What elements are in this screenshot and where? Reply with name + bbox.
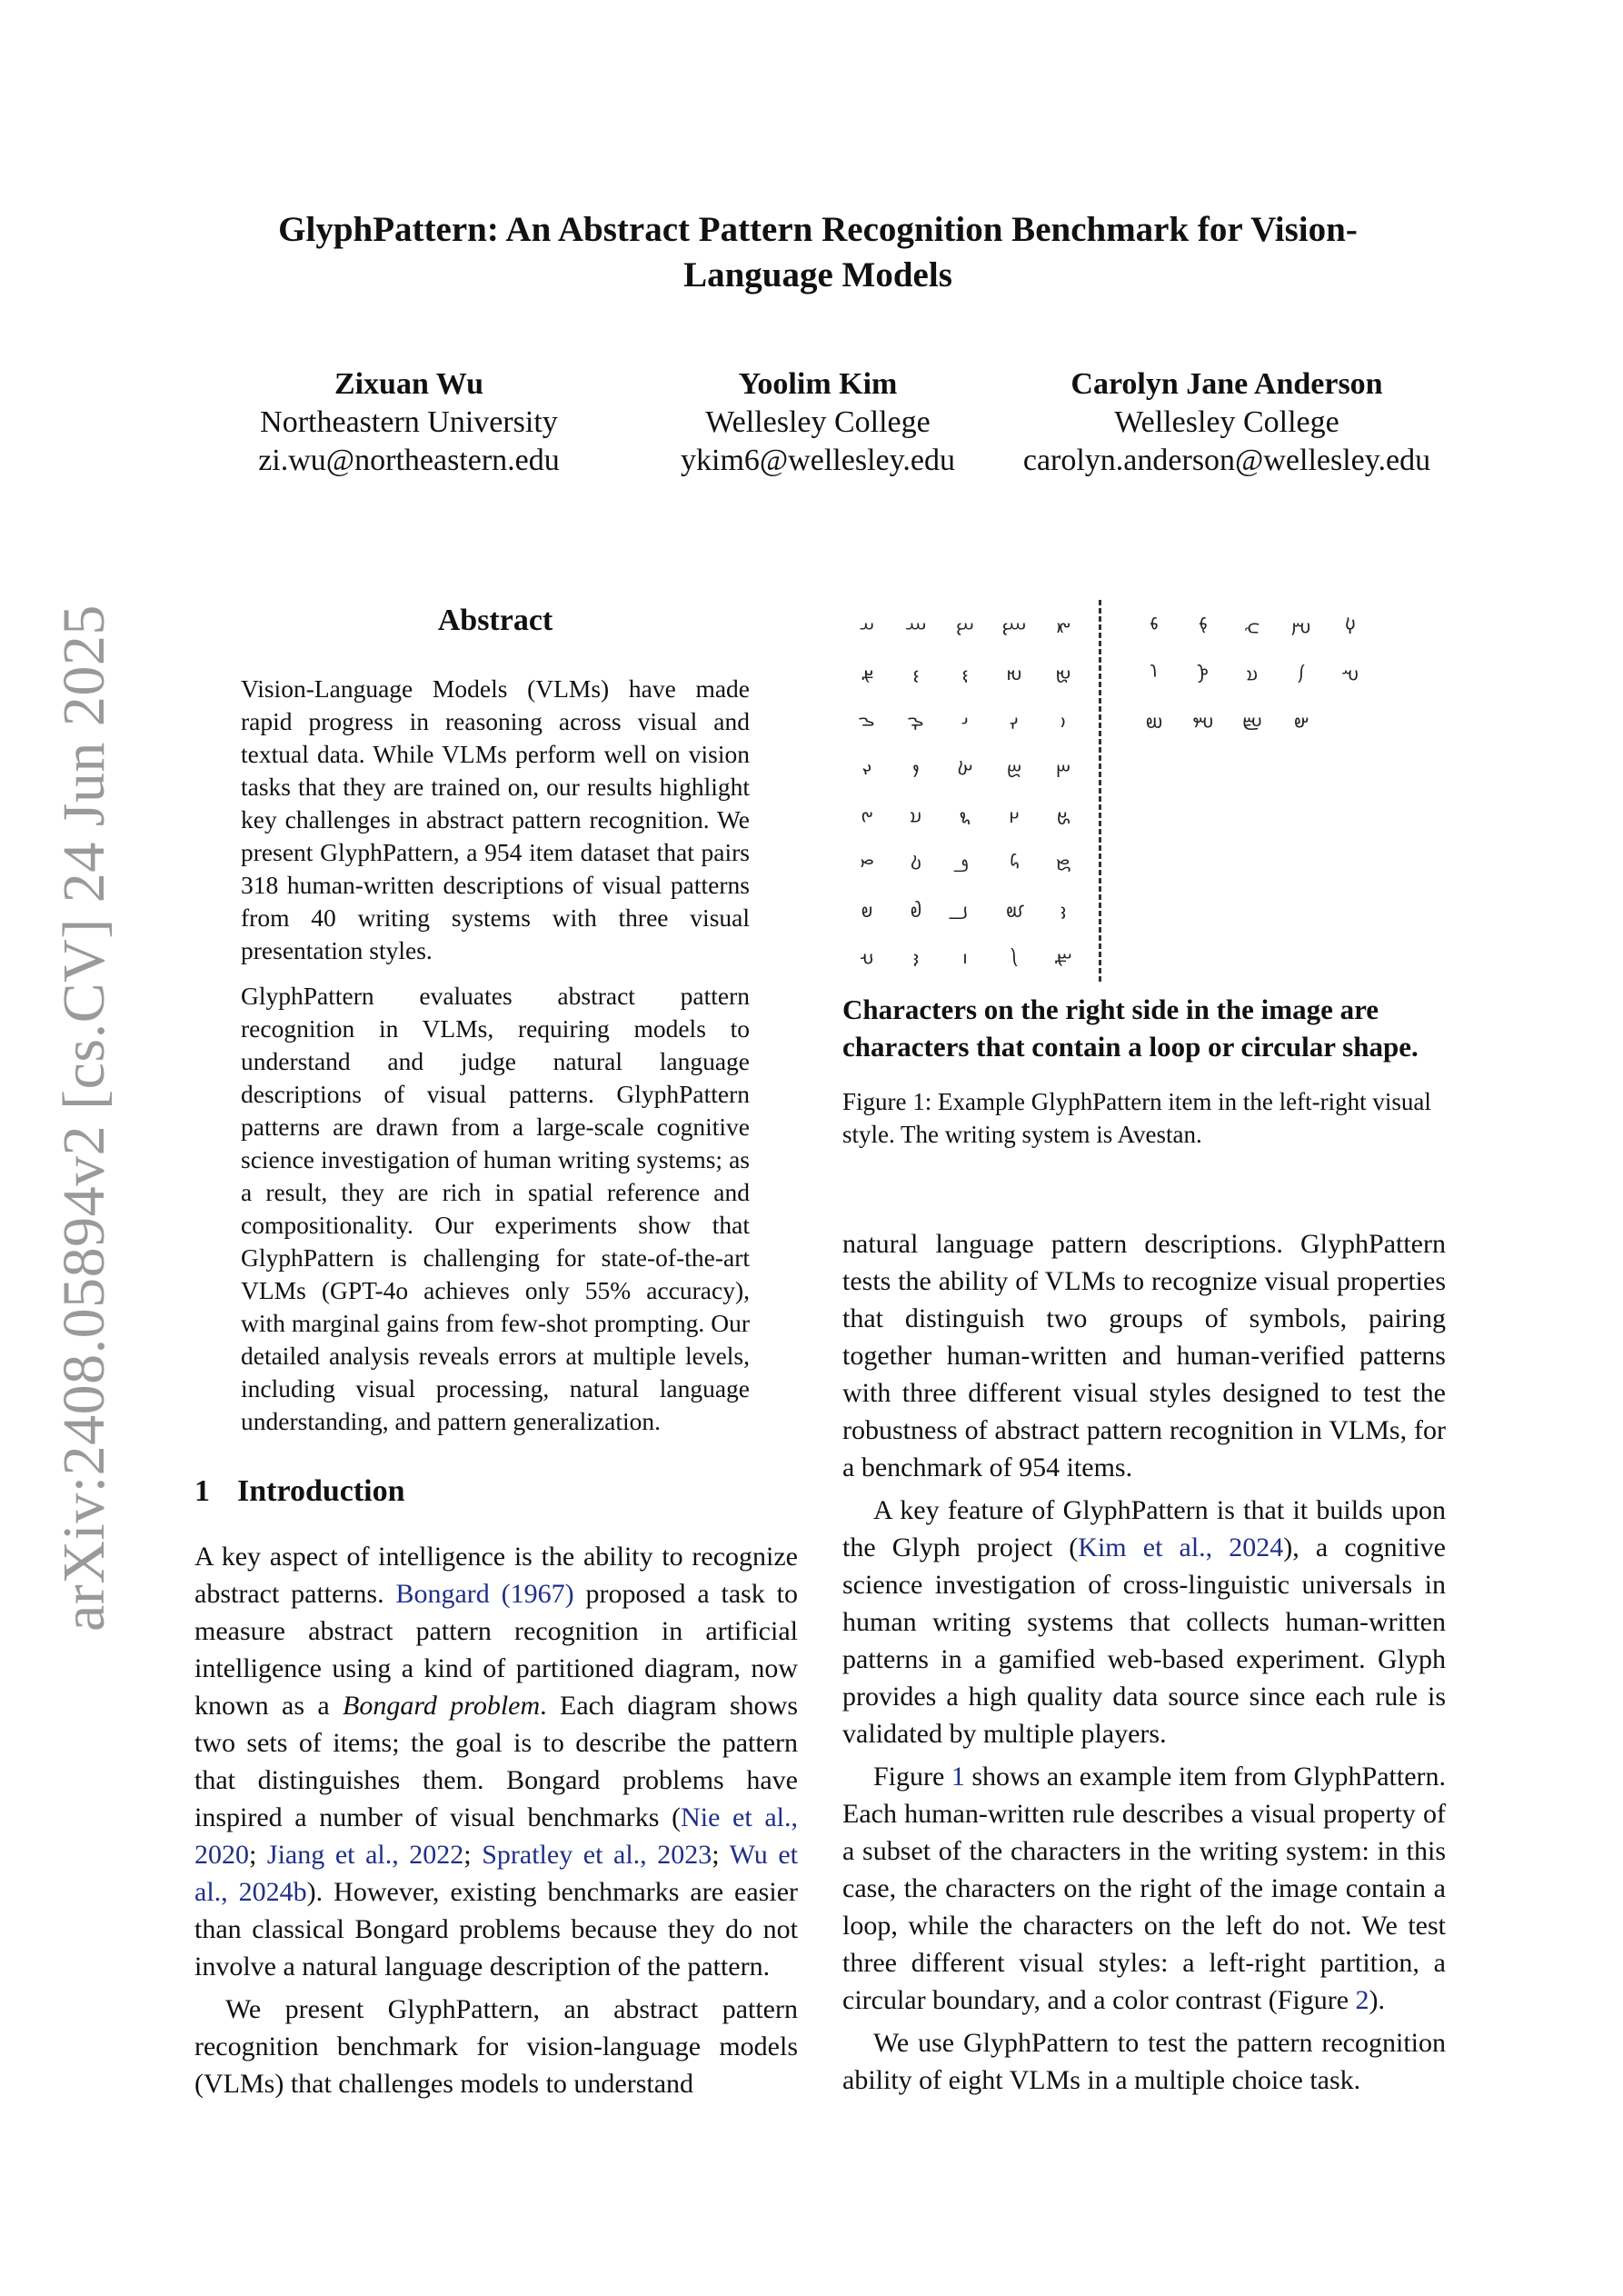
body-paragraph: We use GlyphPattern to test the pattern recognition ability of eight VLMs in a multiple choice task. (842, 2028, 1446, 2095)
glyph-character: 𐬇 (961, 660, 969, 683)
author-block (1000, 365, 1454, 480)
glyph-character: 𐬛 (961, 849, 970, 872)
glyph-character: 𐬠 (962, 896, 968, 919)
glyph-character: 𐬭 (1150, 660, 1158, 683)
glyph-character: 𐬲 (1145, 707, 1163, 730)
body-paragraph: natural language pattern descriptions. GlyphPattern tests the ability of VLMs to recognize visual properties that distinguish two groups of symbols, pairing together human-written and human-verified patterns with three different visual styles designed to test the robustness of abstract pattern recognition in VLMs, for a benchmark of 954 items. (842, 1229, 1446, 1482)
glyph-character: 𐬝 (1055, 849, 1071, 872)
author-affiliation: Wellesley College (705, 405, 931, 439)
glyph-character: 𐬯 (1246, 660, 1259, 683)
author-email[interactable]: carolyn.anderson@wellesley.edu (1022, 444, 1431, 477)
glyph-character: 𐬟 (910, 896, 922, 919)
glyph-character: 𐬨 (1150, 613, 1159, 635)
figure-caption: Figure 1: Example GlyphPattern item in the left-right visual style. The writing system is Avestan. (842, 1088, 1431, 1148)
glyph-character: 𐬢 (1060, 896, 1067, 919)
glyph-character: 𐬈 (1006, 660, 1022, 683)
glyph-character: 𐬮 (1198, 660, 1209, 683)
glyph-character: 𐬴 (1242, 707, 1262, 730)
glyph-character: 𐬞 (861, 896, 873, 919)
author-affiliation: Northeastern University (260, 405, 558, 439)
left-column (194, 1538, 798, 2102)
author-name: Carolyn Jane Anderson (1070, 367, 1383, 401)
author-email[interactable]: zi.wu@northeastern.edu (258, 444, 560, 477)
citation-link[interactable]: Jiang et al., 2022 (266, 1840, 464, 1870)
glyph-character: 𐬌 (961, 707, 969, 730)
figure-ref-link[interactable]: 2 (1355, 1985, 1369, 2015)
citation-link[interactable]: Nie et al., 2020 (194, 1802, 798, 1870)
glyph-character: 𐬙 (860, 849, 874, 872)
glyph-character: 𐬀 (860, 613, 874, 635)
glyph-character: 𐬦 (1011, 943, 1017, 966)
glyph-character: 𐬋 (908, 707, 924, 730)
citation-link[interactable]: Kim et al., 2024 (1078, 1532, 1284, 1562)
glyph-character: 𐬧 (1054, 943, 1072, 966)
figure-statement: Characters on the right side in the image are characters that contain a loop or circular shape. (842, 993, 1419, 1063)
glyph-character: 𐬤 (912, 943, 920, 966)
glyph-character: 𐬖 (960, 802, 971, 824)
glyph-character: 𐬕 (910, 802, 922, 824)
glyph-character: 𐬬 (1345, 613, 1356, 635)
body-paragraph: A key aspect of intelligence is the ability to recognize abstract patterns. Bongard (1967) proposed a task to measure abstract pattern recognition in artificial intelligence using a kind of partitioned diagram, now known as a Bongard problem. Each diagram shows two sets of items; the goal is to describe the pattern that distinguishes them. Bongard problems have inspired a number of visual benchmarks (Nie et al., 2020; Jiang et al., 2022; Spratley et al., 2023; Wu et al., 2024b). However, existing benchmarks are easier than classical Bongard problems because they do not involve a natural language description of the pattern. (194, 1542, 799, 1982)
body-paragraph: Figure 1 shows an example item from GlyphPattern. Each human-written rule describes a visual property of a subset of the characters in the writing system: in this case, the characters on the right of the image contain a loop, while the characters on the left do not. We test three different visual styles: a left-right partition, a circular boundary, and a color contrast (Figure 2). (842, 1762, 1446, 2015)
glyph-character: 𐬃 (1001, 613, 1027, 635)
figure-1 (842, 600, 1446, 982)
glyph-character: 𐬣 (860, 943, 874, 966)
citation-link[interactable]: Spratley et al., 2023 (482, 1840, 712, 1870)
dashed-divider (1099, 600, 1101, 982)
glyph-character: 𐬡 (1005, 896, 1023, 919)
glyph-character: 𐬆 (912, 660, 920, 683)
glyph-character: 𐬚 (910, 849, 922, 872)
citation-link[interactable]: Bongard (1967) (395, 1579, 574, 1609)
glyph-character: 𐬘 (1057, 802, 1070, 824)
glyph-character: 𐬑 (957, 754, 973, 777)
section-number: 1 (194, 1474, 210, 1508)
glyph-character: 𐬒 (1006, 754, 1022, 777)
glyph-character: 𐬉 (1055, 660, 1071, 683)
glyph-character: 𐬜 (1009, 849, 1020, 872)
abstract-heading: Abstract (437, 604, 553, 637)
glyph-grid-right (1130, 600, 1375, 742)
glyph-character: 𐬳 (1192, 707, 1214, 730)
glyph-grid-left (842, 600, 1088, 978)
arxiv-identifier: arXiv:2408.05894v2 [cs.CV] 24 Jun 2025 (51, 604, 117, 1632)
glyph-character: 𐬄 (1056, 613, 1070, 635)
author-name: Zixuan Wu (334, 367, 484, 401)
glyph-character: 𐬪 (1245, 613, 1260, 635)
citation-link[interactable]: Wu et al., 2024b (194, 1840, 798, 1907)
glyph-character: 𐬐 (912, 754, 920, 777)
section-heading (194, 1474, 405, 1509)
glyph-character: 𐬎 (1060, 707, 1066, 730)
glyph-character: 𐬅 (861, 660, 872, 683)
section-title: Introduction (237, 1474, 405, 1508)
glyph-character: 𐬗 (1009, 802, 1020, 824)
glyph-character: 𐬫 (1291, 613, 1311, 635)
author-affiliation: Wellesley College (1114, 405, 1339, 439)
right-column (842, 1225, 1446, 2099)
body-paragraph: We present GlyphPattern, an abstract pattern recognition benchmark for vision-language models (VLMs) that challenges models to understand (194, 1994, 798, 2099)
glyph-character: 𐬏 (861, 754, 872, 777)
glyph-character: 𐬊 (859, 707, 875, 730)
figure-ref-link[interactable]: 1 (951, 1762, 965, 1792)
author-block (227, 365, 591, 480)
glyph-character: 𐬔 (861, 802, 873, 824)
body-paragraph: A key feature of GlyphPattern is that it builds upon the Glyph project (Kim et al., 2024), a cognitive science investigation of cross-linguistic universals in human writing systems that collects human-written patterns in a gamified web-based experiment. Glyph provides a high quality data source since each rule is validated by multiple players. (842, 1495, 1446, 1749)
glyph-character: 𐬱 (1341, 660, 1359, 683)
abstract-paragraph: Vision-Language Models (VLMs) have made rapid progress in reasoning across visual and textual data. While VLMs perform well on vision tasks that they are trained on, our results highlight key challenges in abstract pattern recognition. We present GlyphPattern, a 954 item dataset that pairs 318 human-written descriptions of visual patterns from 40 writing systems with three visual presentation styles. (241, 674, 750, 964)
glyph-character: 𐬰 (1299, 660, 1304, 683)
glyph-character: 𐬍 (1010, 707, 1019, 730)
author-block (636, 365, 1000, 480)
abstract-body (241, 673, 750, 1451)
glyph-character: 𐬂 (956, 613, 974, 635)
glyph-character: 𐬩 (1199, 613, 1208, 635)
glyph-character: 𐬓 (1055, 754, 1071, 777)
glyph-character: 𐬵 (1293, 707, 1309, 730)
paper-title: GlyphPattern: An Abstract Pattern Recognition Benchmark for Vision-Language Models (278, 210, 1358, 294)
abstract-paragraph: GlyphPattern evaluates abstract pattern recognition in VLMs, requiring models to understand and judge natural language descriptions of visual patterns. GlyphPattern patterns are drawn from a large-scale cognitive science investigation of human writing systems; as a result, they are rich in spatial reference and compositionality. Our experiments show that GlyphPattern is challenging for state-of-the-art VLMs (GPT-4o achieves only 55% accuracy), with marginal gains from few-shot prompting. Our detailed analysis reveals errors at multiple levels, including visual processing, natural language understanding, and pattern generalization. (241, 982, 750, 1435)
glyph-character: 𐬥 (962, 943, 968, 966)
author-name: Yoolim Kim (738, 367, 898, 401)
glyph-character: 𐬁 (905, 613, 927, 635)
author-email[interactable]: ykim6@wellesley.edu (681, 444, 955, 477)
